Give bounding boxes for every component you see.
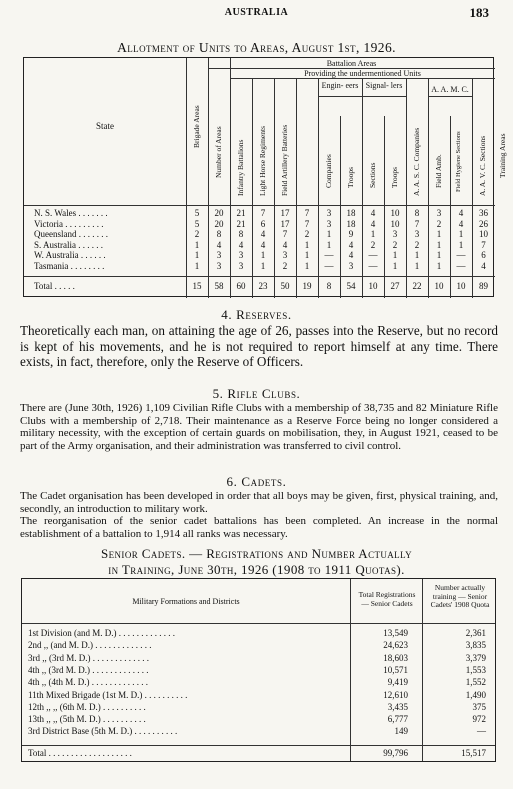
allotment-row-cell: 6 [260,218,266,229]
allotment-row-cell: 4 [370,218,376,229]
engineers-header: Engin- eers [321,81,359,90]
allotment-total-cell: 22 [412,281,422,291]
allotment-row-cell: 1 [370,229,376,239]
avc-header: A. A. V. C. Sections [478,135,487,196]
allotment-total-cell: 10 [456,281,466,291]
allotment-row-cell: 1 [458,229,464,239]
allotment-total-cell: 50 [280,281,290,291]
allotment-row-cell: 1 [392,250,398,260]
allotment-row-cell: 7 [260,208,266,218]
allotment-row-cell: 3 [392,229,398,239]
allotment-total-cell: 58 [214,281,224,291]
signallers-header: Signal- lers [365,81,403,90]
allotment-row-cell: 7 [304,218,310,229]
allotment-row-cell: 3 [238,250,244,260]
allotment-row-cell: 1 [436,239,442,250]
senior-total-registrations: 99,796 [383,748,408,758]
companies-header: Companies [324,154,333,188]
allotment-row-cell: 4 [458,218,464,229]
allotment-row-cell: 4 [481,260,486,271]
senior-row-training: — [477,726,486,737]
allotment-row-cell: 2 [194,229,200,239]
allotment-row-cell: 10 [390,218,400,229]
senior-row-registrations: 18,603 [383,652,408,663]
allotment-total-cell: 23 [258,281,268,291]
troops-header: Troops [346,167,355,188]
senior-row-training: 1,553 [465,664,486,675]
allotment-total-cell: 89 [479,281,488,291]
allotment-row-cell: 2 [436,218,442,229]
senior-row-label: 3rd District Base (5th M. D.) . . . . . . . . . . [28,726,178,737]
allotment-row-cell: 1 [304,239,310,250]
senior-row-registrations: 10,571 [383,664,408,675]
allotment-row-cell: 9 [348,229,354,239]
light-horse-header: Light Horse Regiments [258,126,267,196]
field-amb-header: Field Amb. [434,154,443,188]
allotment-row-cell: 20 [214,218,224,229]
senior-row-registrations: 12,610 [383,689,408,700]
allotment-row-cell: 2 [304,229,310,239]
allotment-row-cell: 3 [326,208,332,218]
allotment-row-cell: 36 [479,208,488,218]
section-4-text: Theoretically each man, on attaining the age of 26, passes into the Reserve, but no record is kept of his movements, and he is not required to report himself at any time. There exists, in fact, therefore, only the Reserve of Officers. [20,323,498,370]
allotment-row-cell: 3 [436,208,442,218]
field-hygiene-header: Field Hygiene Sections [455,131,462,192]
allotment-row-cell: 10 [390,208,400,218]
senior-row-label: 3rd ,, (3rd M. D.) . . . . . . . . . . . . . [28,652,149,663]
infantry-header: Infantry Battalions [236,139,245,196]
allotment-row-cell: 21 [236,208,246,218]
section-6-text-1: The Cadet organisation has been developed in order that all boys may be given, first, physical training, and, secondly, an introduction to military work. [20,490,498,515]
senior-row-registrations: 149 [394,726,408,737]
field-artillery-header: Field Artillery Batteries [280,124,289,196]
senior-row-label: 4th ,, (3rd M. D.) . . . . . . . . . . . . . [28,664,149,675]
senior-row-registrations: 13,549 [383,628,408,638]
section-6-heading: 6. Cadets. [226,474,287,489]
allotment-row-cell: 1 [304,260,310,271]
troops2-header: Troops [390,167,399,188]
senior-row-registrations: 9,419 [387,677,408,688]
formations-header: Military Formations and Districts [132,597,240,606]
allotment-row-label: Tasmania . . . . . . . . [34,260,105,271]
allotment-row-cell: — [324,250,334,260]
training-areas-header: Training Areas [498,133,507,178]
allotment-row-cell: 5 [194,218,200,229]
allotment-row-cell: 3 [326,218,332,229]
state-header: State [96,121,114,131]
allotment-row-cell: 1 [392,260,398,271]
allotment-total-cell: 27 [390,281,400,291]
allotment-row-cell: 3 [348,260,354,271]
number-of-areas-header: Number of Areas [214,126,223,178]
allotment-row-cell: 3 [282,250,288,260]
senior-row-training: 3,835 [465,640,486,651]
allotment-row-cell: 8 [238,229,244,239]
allotment-row-cell: 4 [370,208,376,218]
senior-row-label: 2nd ,, (and M. D.) . . . . . . . . . . . . . [28,640,152,651]
allotment-row-cell: 1 [436,250,442,260]
allotment-row-cell: 1 [194,239,200,250]
allotment-row-cell: 21 [236,218,246,229]
allotment-table-title: Allotment of Units to Areas, August 1st, 1926. [117,40,396,55]
allotment-row-cell: — [324,260,334,271]
registrations-header: Total Registrations — Senior Cadets [358,590,416,608]
allotment-row-cell: 4 [348,250,354,260]
allotment-row-cell: 1 [304,250,310,260]
asc-header: A. A. S. C. Companies [412,127,421,196]
providing-units-header: Providing the undermentioned Units [304,69,421,78]
allotment-total-label: Total . . . . . [34,281,75,291]
allotment-row-cell: 6 [481,250,486,260]
allotment-row-cell: 4 [260,229,266,239]
allotment-row-cell: 1 [458,239,464,250]
allotment-row-cell: 18 [346,218,356,229]
senior-total-training: 15,517 [461,748,486,758]
amc-header: A. A. M. C. [431,85,469,94]
senior-row-label: 13th ,, ,, (5th M. D.) . . . . . . . . . . [28,714,146,725]
allotment-row-cell: 1 [414,260,420,271]
allotment-table [23,57,507,297]
allotment-row-cell: 20 [214,208,224,218]
allotment-row-cell: 1 [260,250,266,260]
allotment-row-cell: 26 [479,218,488,229]
allotment-row-cell: 1 [194,250,200,260]
senior-row-training: 2,361 [465,628,486,638]
allotment-row-cell: 2 [370,239,376,250]
allotment-row-cell: 2 [392,239,398,250]
senior-cadets-title-2: in Training, June 30th, 1926 (1908 to 1911 Quotas). [108,562,405,577]
allotment-row-cell: 4 [238,239,244,250]
allotment-row-cell: — [368,250,378,260]
allotment-row-cell: 3 [414,229,420,239]
senior-row-label: 12th ,, ,, (6th M. D.) . . . . . . . . . . [28,701,146,712]
allotment-row-cell: 7 [414,218,420,229]
senior-cadets-table [21,578,496,762]
section-5-heading: 5. Rifle Clubs. [212,386,301,401]
allotment-row-cell: 4 [458,208,464,218]
allotment-row-cell: — [368,260,378,271]
senior-row-label: 11th Mixed Brigade (1st M. D.) . . . . . . . . . . [28,689,188,700]
allotment-row-cell: 1 [414,250,420,260]
allotment-row-cell: 1 [436,260,442,271]
allotment-total-cell: 8 [326,281,332,291]
page-number: 183 [469,5,489,20]
allotment-total-cell: 15 [192,281,202,291]
allotment-total-cell: 10 [434,281,444,291]
allotment-row-cell: 5 [194,208,200,218]
allotment-row-cell: 7 [481,239,486,250]
training-header: Number actually training — Senior Cadets' 1908 Quota [430,583,490,609]
allotment-row-cell: 4 [282,239,288,250]
allotment-total-cell: 10 [368,281,378,291]
section-6-text-2: The reorganisation of the senior cadet battalions has been completed. An increase in the normal establishment of a battalion to 1,914 all ranks was necessary. [20,515,498,540]
senior-row-registrations: 24,623 [383,640,408,651]
running-head [0,4,513,20]
allotment-row-cell: 3 [216,260,222,271]
allotment-row-cell: 17 [280,208,290,218]
senior-row-training: 972 [472,714,486,725]
allotment-row-cell: 3 [216,250,222,260]
allotment-row-cell: 4 [348,239,354,250]
allotment-row-cell: 1 [436,229,442,239]
section-4-heading: 4. Reserves. [221,307,292,322]
allotment-row-cell: 8 [414,208,420,218]
senior-row-training: 3,379 [465,652,486,663]
allotment-row-cell: 10 [479,229,488,239]
section-5-text: There are (June 30th, 1926) 1,109 Civilian Rifle Clubs with a membership of 38,735 and 82 Miniature Rifle Clubs with a membership of 2,718. Their maintenance as a Reserve Force being no longer considered a military necessity, with the exception of certain guards on mobilisation, they, in August 1921, ceased to be part of the Army organisation, and their administration was transferred to civil control. [20,402,498,452]
allotment-row-cell: 7 [282,229,288,239]
allotment-row-cell: 1 [326,229,332,239]
allotment-row-cell: 4 [216,239,222,250]
allotment-row-cell: 8 [216,229,222,239]
allotment-row-label: N. S. Wales . . . . . . . [34,208,108,218]
senior-row-label: 1st Division (and M. D.) . . . . . . . . . . . . . [28,628,175,638]
allotment-row-label: Queensland . . . . . . . [34,229,108,239]
allotment-row-label: W. Australia . . . . . . [34,250,106,260]
allotment-total-cell: 54 [346,281,356,291]
allotment-row-cell: 7 [304,208,310,218]
allotment-row-cell: 4 [260,239,266,250]
allotment-row-cell: 18 [346,208,356,218]
senior-row-training: 1,552 [465,677,486,688]
allotment-row-cell: — [456,250,466,260]
senior-row-registrations: 3,435 [387,701,408,712]
allotment-row-label: Victoria . . . . . . . . . [34,218,104,229]
running-head-title: AUSTRALIA [224,7,289,18]
allotment-row-cell: — [456,260,466,271]
senior-row-label: 4th ,, (4th M. D.) . . . . . . . . . . . . . [28,677,148,688]
sections-header: Sections [368,162,377,188]
senior-total-label: Total . . . . . . . . . . . . . . . . . . . [28,748,132,758]
senior-cadets-title-1: Senior Cadets. — Registrations and Number Actually [101,546,412,561]
allotment-row-cell: 3 [238,260,244,271]
senior-row-training: 375 [472,701,486,712]
allotment-row-cell: 2 [414,239,420,250]
brigade-areas-header: Brigade Areas [192,105,201,148]
allotment-row-cell: 1 [194,260,200,271]
allotment-row-cell: 1 [326,239,332,250]
senior-row-training: 1,490 [465,689,486,700]
allotment-row-cell: 1 [260,260,266,271]
allotment-row-label: S. Australia . . . . . . [34,239,103,250]
battalion-areas-header: Battalion Areas [326,59,377,68]
allotment-total-cell: 60 [236,281,246,291]
allotment-row-cell: 17 [280,218,290,229]
senior-row-registrations: 6,777 [387,714,408,725]
allotment-row-cell: 2 [282,260,288,271]
allotment-total-cell: 19 [302,281,312,291]
